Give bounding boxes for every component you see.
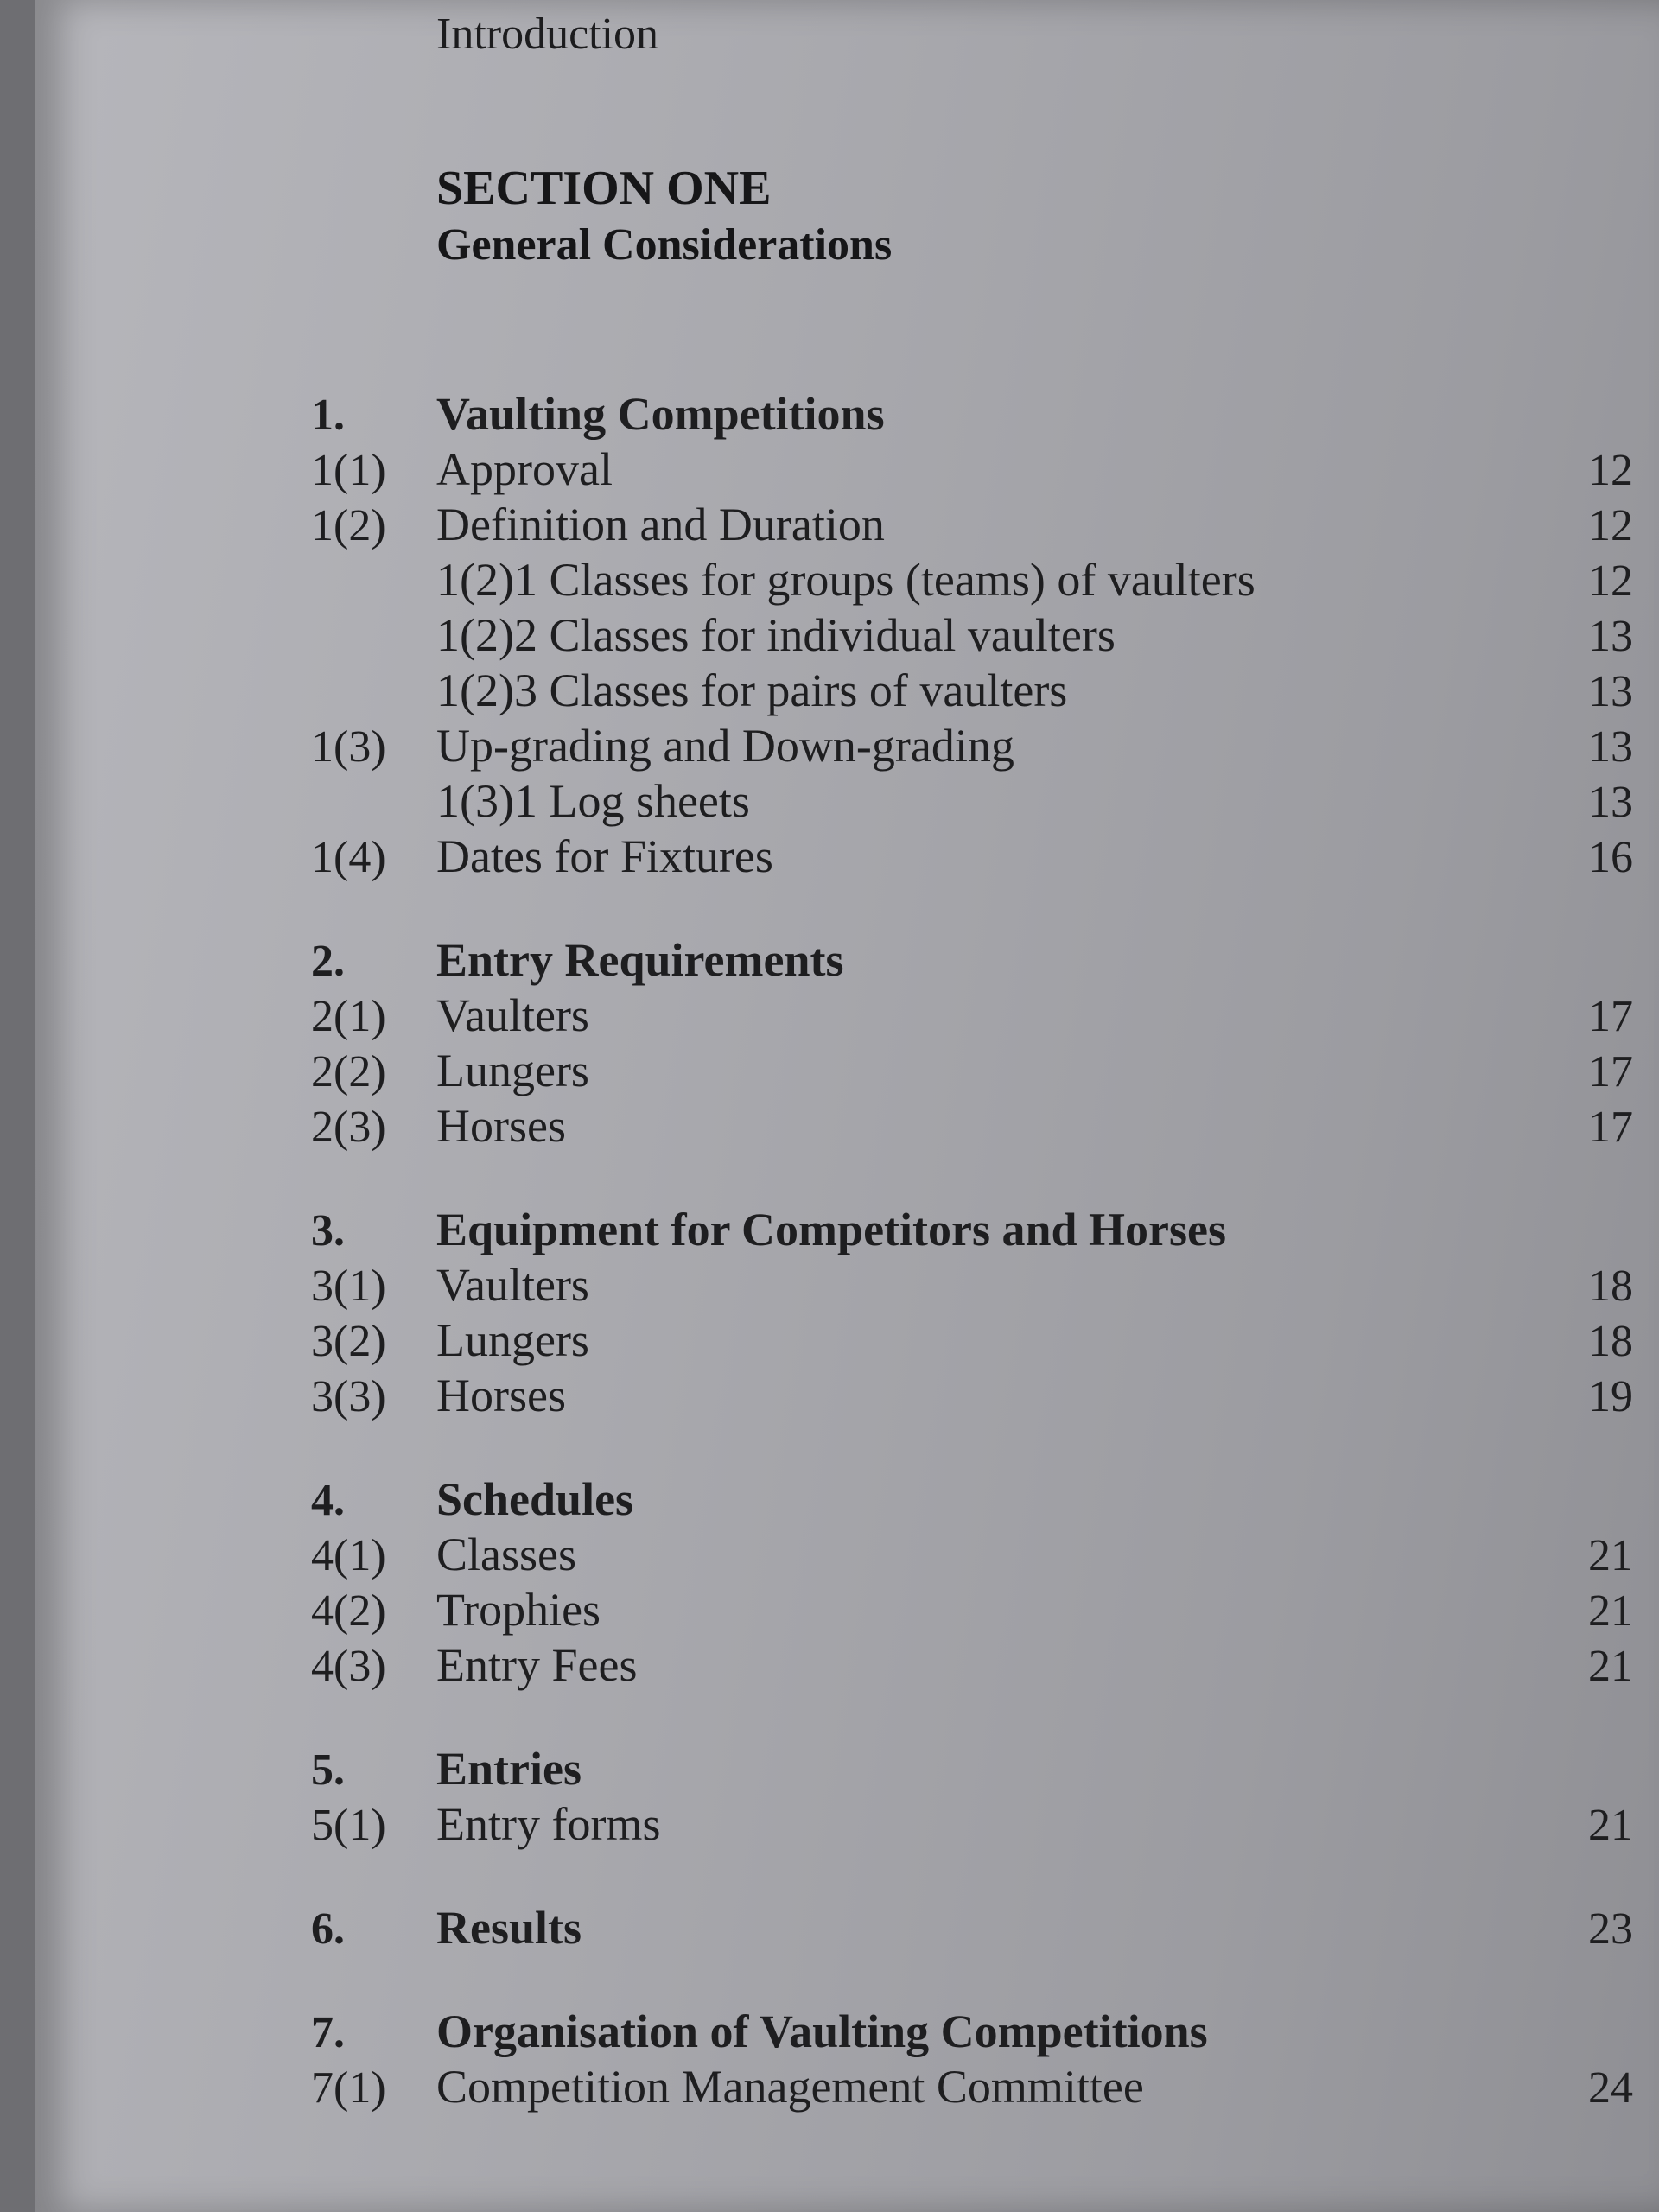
toc-entry-row — [311, 774, 1633, 830]
toc-group — [311, 1203, 1633, 1424]
toc-page-number: 13 — [1588, 612, 1633, 661]
toc-number: 1(1) — [311, 446, 386, 495]
toc-number: 3(2) — [311, 1317, 386, 1366]
toc-page-number: 24 — [1588, 2063, 1633, 2113]
toc-page-number: 23 — [1588, 1904, 1633, 1954]
toc-entry-row — [311, 2060, 1633, 2115]
toc-number: 7. — [311, 2008, 345, 2057]
toc-label: Vaulters — [436, 989, 589, 1041]
toc-label: Results — [436, 1902, 582, 1954]
toc-entry-row — [311, 988, 1633, 1044]
toc-group — [311, 2005, 1633, 2115]
toc-heading-row — [311, 2005, 1633, 2060]
toc-entry-row — [311, 1369, 1633, 1424]
toc-heading-row — [311, 1742, 1633, 1797]
toc-entry-row — [311, 1528, 1633, 1583]
toc-page-number: 21 — [1588, 1586, 1633, 1636]
toc-label: Competition Management Committee — [436, 2061, 1144, 2113]
toc-label: Vaulters — [436, 1259, 589, 1311]
section-title: SECTION ONE — [436, 162, 772, 215]
toc-heading-row — [311, 1901, 1633, 1956]
toc-entry-row — [311, 442, 1633, 498]
toc-page-number: 19 — [1588, 1372, 1633, 1421]
toc-group — [311, 1901, 1633, 1956]
toc-entry-row — [311, 1258, 1633, 1313]
toc-entry-row — [311, 830, 1633, 885]
toc-group — [311, 387, 1633, 885]
toc-entry-row — [311, 719, 1633, 774]
toc-entry-row — [311, 664, 1633, 719]
toc-entry-row — [311, 1638, 1633, 1694]
toc-label: 1(2)1 Classes for groups (teams) of vaulters — [436, 554, 1255, 606]
toc-page-number: 21 — [1588, 1801, 1633, 1850]
toc-entry-row — [311, 1044, 1633, 1099]
section-header — [436, 160, 892, 274]
toc-label: 1(2)2 Classes for individual vaulters — [436, 609, 1116, 661]
toc-number: 4. — [311, 1476, 345, 1525]
toc-number: 2(3) — [311, 1103, 386, 1152]
toc-number: 3(1) — [311, 1262, 386, 1311]
toc-number: 1(2) — [311, 501, 386, 550]
toc-group — [311, 933, 1633, 1154]
toc-number: 1(4) — [311, 833, 386, 882]
toc-entry-row — [311, 1099, 1633, 1154]
toc-heading-row — [311, 1203, 1633, 1258]
toc-label: Entry Fees — [436, 1639, 638, 1691]
toc-page-number: 12 — [1588, 501, 1633, 550]
toc-label: Definition and Duration — [436, 499, 885, 550]
toc-number: 4(2) — [311, 1586, 386, 1636]
toc-number: 7(1) — [311, 2063, 386, 2113]
toc-page-number: 18 — [1588, 1317, 1633, 1366]
section-subtitle: General Considerations — [436, 220, 893, 270]
toc-group — [311, 1742, 1633, 1853]
toc-label: Approval — [436, 443, 613, 495]
toc-page-number: 17 — [1588, 992, 1633, 1041]
toc-number: 5(1) — [311, 1801, 386, 1850]
toc-page-number: 17 — [1588, 1103, 1633, 1152]
toc-entry-row — [311, 1583, 1633, 1638]
toc-group — [311, 1472, 1633, 1694]
toc-label: Dates for Fixtures — [436, 830, 773, 882]
introduction-heading: Introduction — [436, 10, 659, 59]
toc-number: 5. — [311, 1745, 345, 1795]
toc-label: Equipment for Competitors and Horses — [436, 1204, 1227, 1255]
toc-number: 4(3) — [311, 1642, 386, 1691]
toc-label: Entry forms — [436, 1798, 661, 1850]
toc-page-number: 13 — [1588, 667, 1633, 716]
toc-number: 2(2) — [311, 1047, 386, 1096]
toc-label: Up-grading and Down-grading — [436, 720, 1014, 772]
toc-page-number: 12 — [1588, 556, 1633, 606]
toc-number: 3. — [311, 1206, 345, 1255]
toc-label: Entry Requirements — [436, 934, 844, 986]
toc-label: 1(3)1 Log sheets — [436, 775, 750, 827]
toc-number: 1. — [311, 391, 345, 440]
toc-number: 1(3) — [311, 722, 386, 772]
toc-number: 6. — [311, 1904, 345, 1954]
toc-label: Vaulting Competitions — [436, 388, 885, 440]
toc-entry-row — [311, 608, 1633, 664]
toc-label: Trophies — [436, 1584, 601, 1636]
toc-entry-row — [311, 1313, 1633, 1369]
toc-label: Entries — [436, 1743, 582, 1795]
toc-label: Horses — [436, 1100, 566, 1152]
table-of-contents — [311, 387, 1633, 2115]
toc-heading-row — [311, 933, 1633, 988]
toc-label: Organisation of Vaulting Competitions — [436, 2005, 1208, 2057]
toc-page-number: 13 — [1588, 722, 1633, 772]
toc-entry-row — [311, 553, 1633, 608]
toc-heading-row — [311, 387, 1633, 442]
toc-page-number: 16 — [1588, 833, 1633, 882]
toc-page-number: 17 — [1588, 1047, 1633, 1096]
toc-number: 2. — [311, 937, 345, 986]
toc-number: 2(1) — [311, 992, 386, 1041]
toc-label: Classes — [436, 1529, 576, 1580]
toc-entry-row — [311, 1797, 1633, 1853]
toc-page-number: 13 — [1588, 778, 1633, 827]
toc-number: 3(3) — [311, 1372, 386, 1421]
toc-page-number: 21 — [1588, 1531, 1633, 1580]
toc-label: Lungers — [436, 1314, 589, 1366]
toc-label: Schedules — [436, 1473, 634, 1525]
toc-heading-row — [311, 1472, 1633, 1528]
toc-label: 1(2)3 Classes for pairs of vaulters — [436, 664, 1068, 716]
toc-label: Horses — [436, 1370, 566, 1421]
toc-page-number: 18 — [1588, 1262, 1633, 1311]
toc-page-number: 12 — [1588, 446, 1633, 495]
toc-page-number: 21 — [1588, 1642, 1633, 1691]
toc-label: Lungers — [436, 1045, 589, 1096]
book-page — [35, 0, 1659, 2212]
toc-number: 4(1) — [311, 1531, 386, 1580]
toc-entry-row — [311, 498, 1633, 553]
